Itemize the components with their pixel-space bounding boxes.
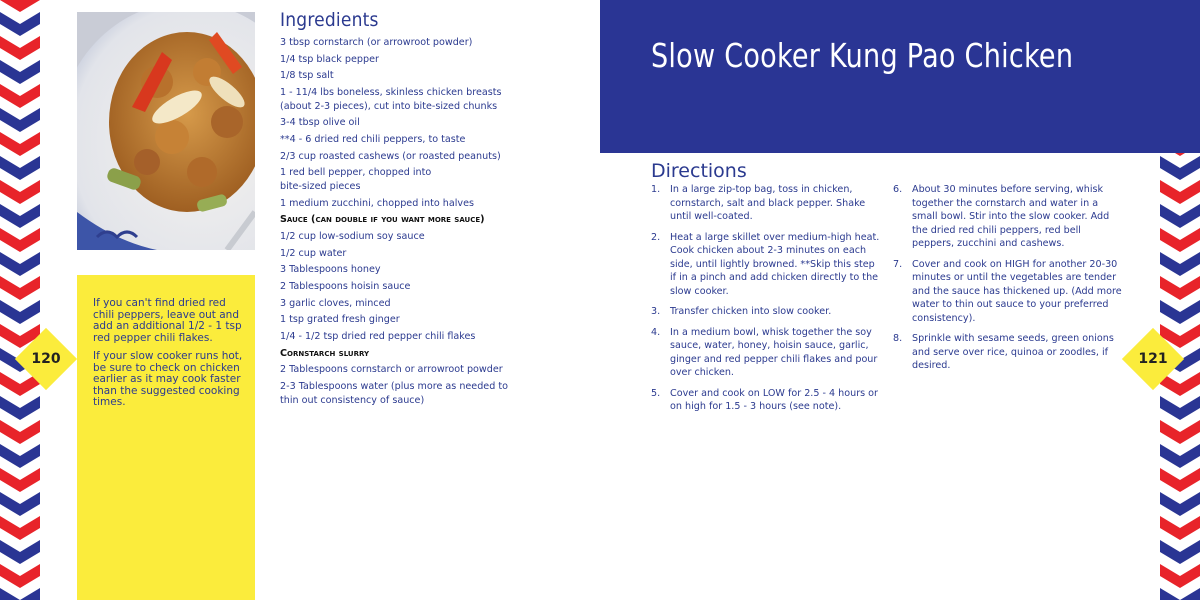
tip-note-paragraph: If you can't find dried red chili peppers, leave out and add an additional 1/2 - 1 tsp red pepper chili flakes. xyxy=(93,297,242,344)
title-banner xyxy=(600,0,1200,153)
left-zigzag-border xyxy=(0,0,40,600)
slurry-item: 2-3 Tablespoons water (plus more as needed to thin out consistency of sauce) xyxy=(280,381,508,406)
food-photo xyxy=(77,12,255,250)
step-text: In a medium bowl, whisk together the soy sauce, water, honey, hoisin sauce, garlic, ginger and red pepper chili flakes and pour over chicken. xyxy=(670,326,878,378)
tip-note-text xyxy=(93,298,243,416)
step-number: 4. xyxy=(651,326,661,338)
step-text: Cover and cook on LOW for 2.5 - 4 hours or on high for 1.5 - 3 hours (see note). xyxy=(670,387,878,412)
step-number: 7. xyxy=(893,258,903,270)
sauce-subheading: Sauce (can double if you want more sauce) xyxy=(280,214,485,226)
ingredient-item: 3-4 tbsp olive oil xyxy=(280,117,360,129)
slurry-item: 2 Tablespoons cornstarch or arrowroot powder xyxy=(280,364,503,376)
recipe-title: Slow Cooker Kung Pao Chicken xyxy=(651,36,1074,75)
ingredient-item: 1/4 tsp black pepper xyxy=(280,53,379,65)
sauce-item: 3 Tablespoons honey xyxy=(280,264,381,276)
ingredient-item: 1 - 11/4 lbs boneless, skinless chicken breasts (about 2-3 pieces), cut into bite-sized chunks xyxy=(280,87,502,112)
ingredient-item: 1 red bell pepper, chopped into bite-sized pieces xyxy=(280,167,432,192)
ingredients-heading: Ingredients xyxy=(280,9,379,31)
step-text: Sprinkle with sesame seeds, green onions and serve over rice, quinoa or zoodles, if desired. xyxy=(912,333,1114,371)
direction-step xyxy=(893,258,1123,326)
directions-heading: Directions xyxy=(651,160,747,182)
tip-note-paragraph: If your slow cooker runs hot, be sure to check on chicken earlier as it may cook faster than the suggested cooking times. xyxy=(93,350,243,408)
page-number-right: 121 xyxy=(1138,351,1168,367)
ingredient-item: 1/8 tsp salt xyxy=(280,70,334,82)
direction-step xyxy=(651,387,883,414)
ingredient-item: **4 - 6 dried red chili peppers, to taste xyxy=(280,133,466,145)
directions-column-1 xyxy=(651,183,883,421)
sauce-item: 1/4 - 1/2 tsp dried red pepper chili flakes xyxy=(280,331,476,342)
direction-step xyxy=(893,183,1123,251)
ingredient-item: 3 tbsp cornstarch (or arrowroot powder) xyxy=(280,37,473,48)
sauce-item: 1 tsp grated fresh ginger xyxy=(280,314,400,326)
step-text: Heat a large skillet over medium-high heat. Cook chicken about 2-3 minutes on each side, until lightly browned. **Skip this step if in a pinch and add chicken directly to the slow cooker. xyxy=(670,231,880,297)
ingredients-list xyxy=(280,36,520,410)
direction-step xyxy=(651,231,883,299)
sauce-item: 1/2 cup water xyxy=(280,247,347,259)
direction-step xyxy=(651,183,883,224)
step-text: About 30 minutes before serving, whisk together the cornstarch and water in a small bowl. Stir into the slow cooker. Add the dried red chili peppers, red bell peppers, zucchini and cashews. xyxy=(912,184,1110,249)
step-number: 1. xyxy=(651,184,661,195)
sauce-item: 2 Tablespoons hoisin sauce xyxy=(280,280,411,292)
direction-step xyxy=(651,326,883,380)
sauce-item: 1/2 cup low-sodium soy sauce xyxy=(280,230,425,242)
step-text: Cover and cook on HIGH for another 20-30 minutes or until the vegetables are tender and the sauce has thickened up. (Add more water to thin out sauce to your preferred consistency). xyxy=(912,258,1122,324)
step-number: 8. xyxy=(893,333,903,344)
ingredient-item: 2/3 cup roasted cashews (or roasted peanuts) xyxy=(280,150,501,162)
sauce-item: 3 garlic cloves, minced xyxy=(280,297,391,309)
direction-step xyxy=(651,305,883,319)
step-text: In a large zip-top bag, toss in chicken, cornstarch, salt and black pepper. Shake until well-coated. xyxy=(670,184,866,222)
step-number: 5. xyxy=(651,387,661,399)
directions-column-2 xyxy=(893,183,1123,380)
step-number: 6. xyxy=(893,184,903,195)
step-number: 3. xyxy=(651,306,661,317)
ingredient-item: 1 medium zucchini, chopped into halves xyxy=(280,197,474,209)
page-number-left: 120 xyxy=(31,351,61,367)
slurry-subheading: Cornstarch slurry xyxy=(280,347,370,359)
step-text: Transfer chicken into slow cooker. xyxy=(670,306,832,317)
step-number: 2. xyxy=(651,231,661,243)
direction-step xyxy=(893,332,1123,373)
